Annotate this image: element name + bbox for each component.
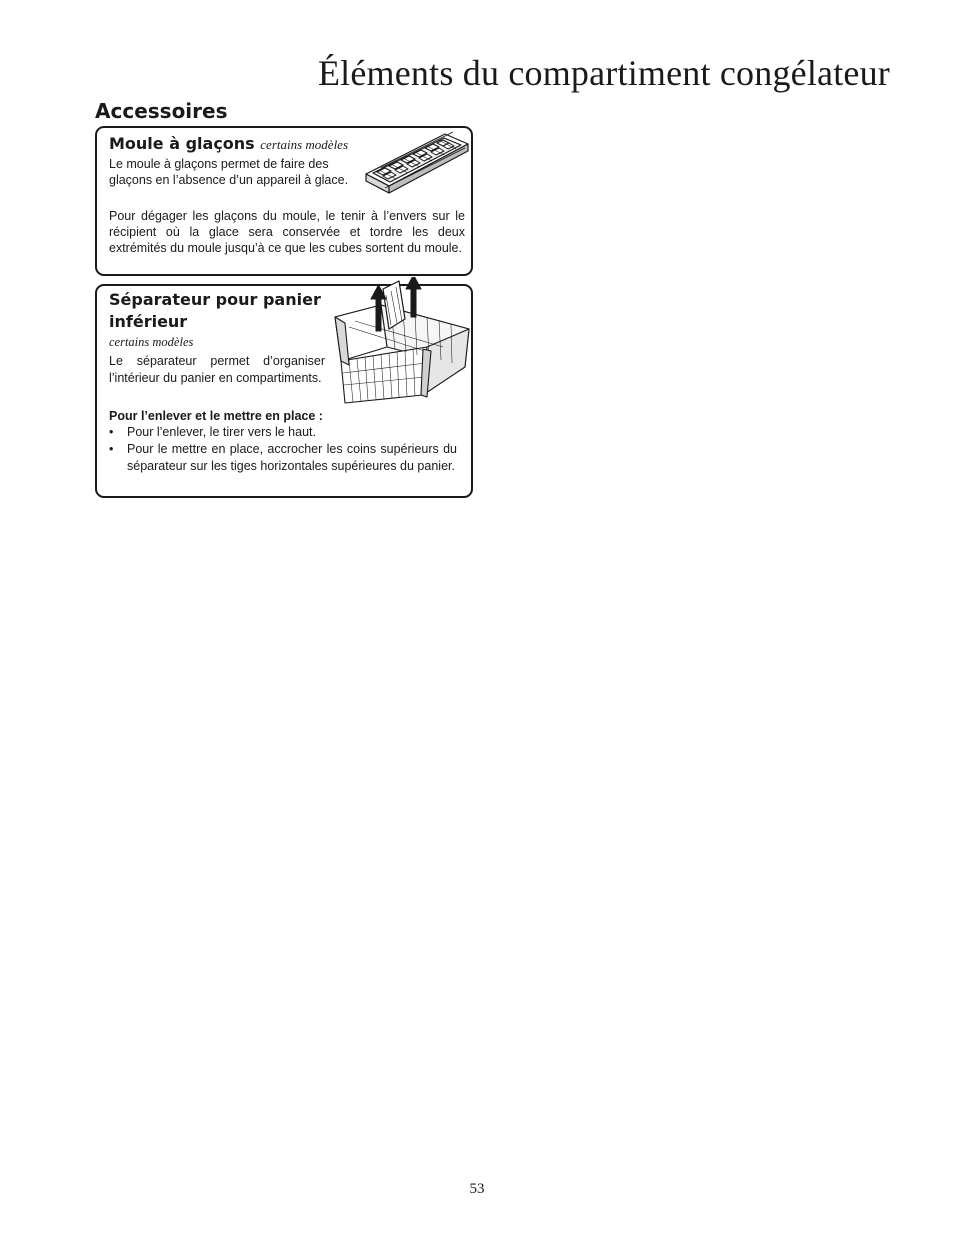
- step-item: [109, 441, 457, 475]
- ice-tray-models-note: certains modèles: [260, 137, 349, 152]
- step-text: Pour l’enlever, le tirer vers le haut.: [127, 425, 316, 439]
- basket-divider-models-note: certains modèles: [109, 335, 194, 349]
- section-heading: Accessoires: [95, 99, 228, 123]
- ice-tray-card: [95, 126, 473, 276]
- step-item: [109, 424, 457, 441]
- step-text: Pour le mettre en place, accrocher les coins supérieurs du séparateur sur les tiges horizontales supérieures du panier.: [127, 442, 457, 473]
- page-number: 53: [469, 1181, 485, 1197]
- steps-heading: Pour l’enlever et le mettre en place :: [109, 409, 323, 423]
- basket-divider-title-line2: inférieur: [109, 312, 188, 331]
- ice-tray-instructions: Pour dégager les glaçons du moule, le tenir à l’envers sur le récipient où la glace sera conservée et tordre les deux extrémités du moule jusqu’à ce que les cubes sortent du moule.: [109, 209, 465, 255]
- basket-divider-intro: Le séparateur permet d’organiser l’intérieur du panier en compartiments.: [109, 354, 325, 385]
- page-title: Éléments du compartiment congélateur: [317, 53, 890, 93]
- ice-tray-title-text: Moule à glaçons: [109, 134, 255, 153]
- steps-list: [109, 424, 457, 475]
- basket-divider-title: [109, 289, 321, 333]
- bullet-icon: •: [109, 425, 114, 439]
- ice-cube-tray-icon: [363, 130, 471, 198]
- basket-divider-title-line1: Séparateur pour panier: [109, 290, 321, 309]
- bullet-icon: •: [109, 442, 114, 456]
- ice-tray-intro: Le moule à glaçons permet de faire des glaçons en l’absence d’un appareil à glace.: [109, 157, 349, 187]
- ice-tray-title: [109, 133, 348, 156]
- basket-divider-card: [95, 284, 473, 498]
- wire-basket-with-divider-icon: [331, 277, 471, 413]
